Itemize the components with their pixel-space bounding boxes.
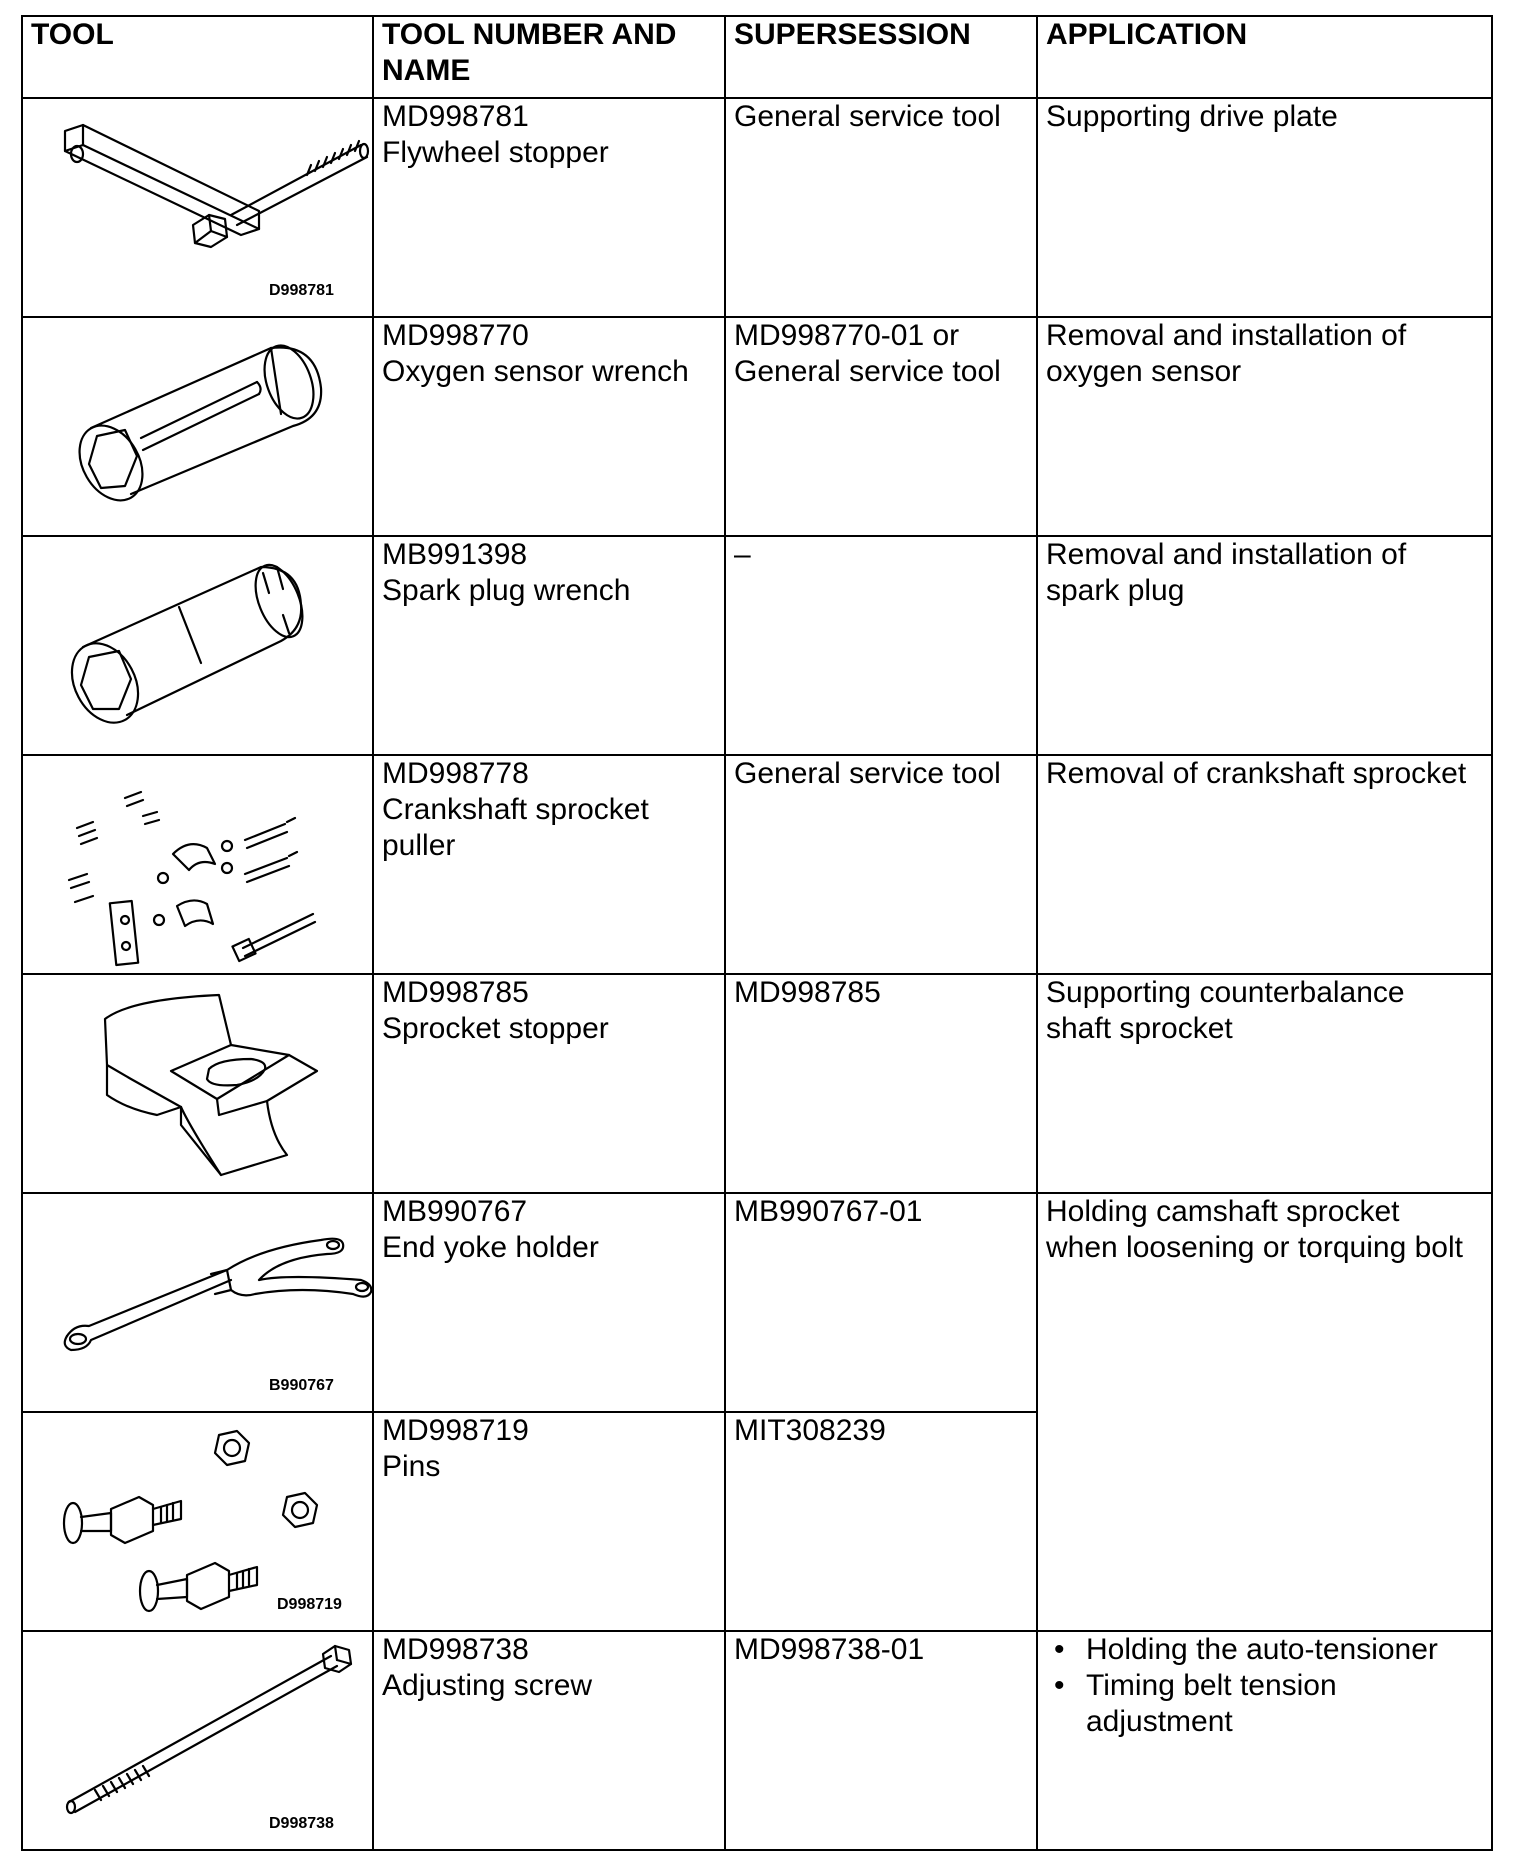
tool-image-cell: [22, 536, 373, 755]
tool-number-and-name-cell: [373, 974, 725, 1193]
supersession-text: MD998738-01: [734, 1633, 925, 1666]
tool-number-and-name-cell: [373, 1631, 725, 1850]
application-text: Removal of crankshaft sprocket: [1046, 757, 1467, 790]
application-cell: [1037, 755, 1492, 974]
table-row: [22, 755, 1492, 974]
application-bullet-item: • Holding the auto-tensioner: [1046, 1632, 1483, 1668]
tool-number: MB990767: [382, 1195, 528, 1228]
supersession-cell: [725, 317, 1037, 536]
header-application: APPLICATION: [1037, 16, 1492, 98]
supersession-cell: [725, 536, 1037, 755]
tool-name: Crankshaft sprocket: [382, 793, 649, 826]
tool-image-cell: [22, 1193, 373, 1412]
table-row: [22, 317, 1492, 536]
application-cell: [1037, 974, 1492, 1193]
application-text: when loosening or torquing bolt: [1046, 1231, 1463, 1264]
tool-number: MD998781: [382, 100, 529, 133]
supersession-text: MD998770-01 or: [734, 319, 960, 352]
application-text: Removal and installation of: [1046, 538, 1407, 571]
header-supersession: SUPERSESSION: [725, 16, 1037, 98]
tool-number: MD998770: [382, 319, 529, 352]
supersession-cell: [725, 755, 1037, 974]
tool-name: Oxygen sensor wrench: [382, 355, 689, 388]
supersession-cell: [725, 1631, 1037, 1850]
figure-label: D998738: [269, 1815, 334, 1832]
application-text: Supporting counterbalance: [1046, 976, 1405, 1009]
header-tool: TOOL: [22, 16, 373, 98]
tool-number-and-name-cell: [373, 755, 725, 974]
supersession-cell: [725, 98, 1037, 317]
tool-name: Sprocket stopper: [382, 1012, 609, 1045]
tool-number: MD998785: [382, 976, 529, 1009]
supersession-cell: [725, 1193, 1037, 1412]
application-text: oxygen sensor: [1046, 355, 1242, 388]
pins-drawing: [31, 1413, 380, 1625]
application-text: Holding camshaft sprocket: [1046, 1195, 1400, 1228]
application-cell: [1037, 1631, 1492, 1850]
header-row: [22, 16, 1492, 98]
end-yoke-holder-drawing: [31, 1194, 380, 1406]
tool-name: Flywheel stopper: [382, 136, 609, 169]
adjusting-screw-drawing: [31, 1632, 380, 1844]
application-bullet-item: • Timing belt tension adjustment: [1046, 1668, 1483, 1740]
table-row: [22, 1631, 1492, 1850]
tool-name: Spark plug wrench: [382, 574, 631, 607]
tool-number-and-name-cell: [373, 1193, 725, 1412]
application-cell: [1037, 1193, 1492, 1631]
figure-label: D998719: [277, 1596, 342, 1613]
table-row: [22, 1193, 1492, 1412]
tool-image-cell: [22, 1412, 373, 1631]
application-cell: [1037, 98, 1492, 317]
tool-number-and-name-cell: [373, 1412, 725, 1631]
crankshaft-sprocket-puller-drawing: [31, 756, 380, 968]
tool-image-cell: [22, 755, 373, 974]
supersession-text: General service tool: [734, 355, 1001, 388]
supersession-text: General service tool: [734, 757, 1001, 790]
supersession-text: General service tool: [734, 100, 1001, 133]
table-row: [22, 98, 1492, 317]
tool-number: MD998738: [382, 1633, 529, 1666]
tool-number-and-name-cell: [373, 98, 725, 317]
application-text: Supporting drive plate: [1046, 100, 1338, 133]
table-row: [22, 974, 1492, 1193]
header-tool-number-and-name: TOOL NUMBER AND NAME: [373, 16, 725, 98]
tool-name: puller: [382, 829, 456, 862]
flywheel-stopper-drawing: [31, 99, 380, 311]
tool-number: MD998719: [382, 1414, 529, 1447]
supersession-text: MD998785: [734, 976, 881, 1009]
application-text: spark plug: [1046, 574, 1185, 607]
spark-plug-wrench-drawing: [31, 537, 380, 749]
application-text: shaft sprocket: [1046, 1012, 1233, 1045]
tool-image-cell: [22, 98, 373, 317]
application-cell: [1037, 317, 1492, 536]
oxygen-sensor-wrench-drawing: [31, 318, 380, 530]
supersession-text: –: [734, 538, 751, 571]
tool-number-and-name-cell: [373, 317, 725, 536]
supersession-cell: [725, 974, 1037, 1193]
application-cell: [1037, 536, 1492, 755]
tool-number-and-name-cell: [373, 536, 725, 755]
tool-number: MD998778: [382, 757, 529, 790]
application-bullet-list: [1046, 1632, 1483, 1740]
tool-number: MB991398: [382, 538, 528, 571]
table-row: [22, 536, 1492, 755]
figure-label: B990767: [269, 1377, 334, 1394]
tool-name: Adjusting screw: [382, 1669, 593, 1702]
tool-image-cell: [22, 1631, 373, 1850]
figure-label: D998781: [269, 282, 334, 299]
tool-image-cell: [22, 974, 373, 1193]
tool-name: End yoke holder: [382, 1231, 599, 1264]
supersession-text: MIT308239: [734, 1414, 886, 1447]
special-tools-table: [21, 15, 1493, 1851]
tool-name: Pins: [382, 1450, 441, 1483]
supersession-text: MB990767-01: [734, 1195, 923, 1228]
application-text: Removal and installation of: [1046, 319, 1407, 352]
sprocket-stopper-drawing: [31, 975, 380, 1187]
tool-image-cell: [22, 317, 373, 536]
supersession-cell: [725, 1412, 1037, 1631]
